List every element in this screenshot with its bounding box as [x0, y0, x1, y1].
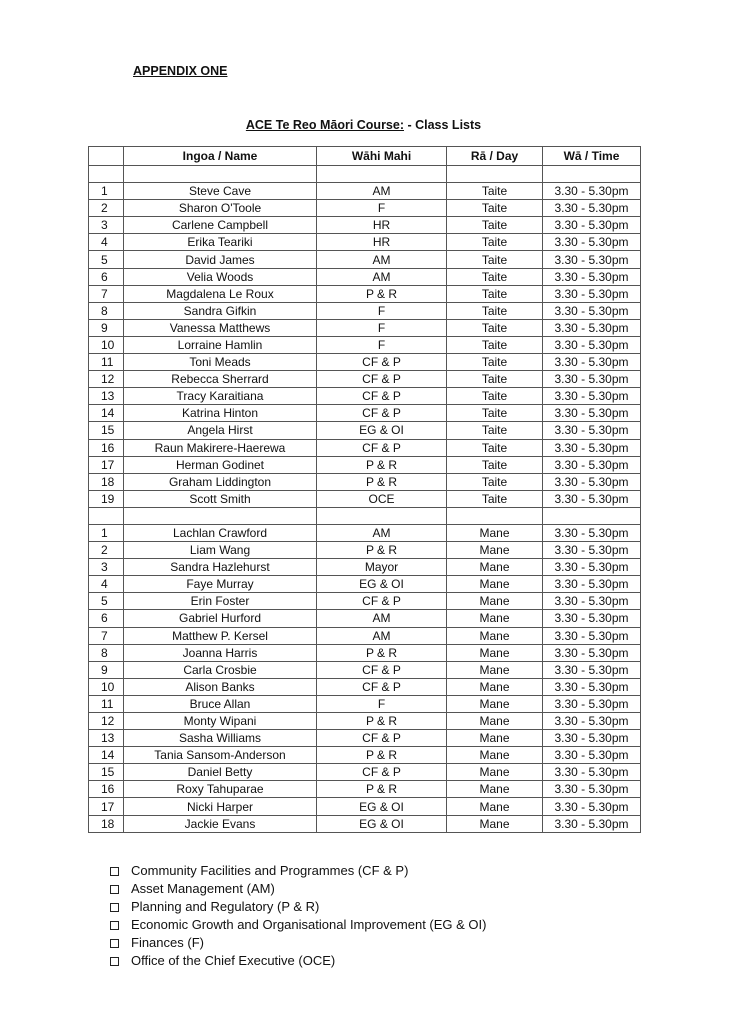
attendee-name: Tania Sansom-Anderson: [124, 747, 317, 764]
workplace: CF & P: [317, 405, 447, 422]
row-number: 2: [89, 542, 124, 559]
empty-cell: [447, 166, 543, 183]
appendix-heading: APPENDIX ONE: [133, 64, 228, 78]
workplace: P & R: [317, 747, 447, 764]
title-rest: - Class Lists: [404, 118, 482, 132]
workplace: F: [317, 200, 447, 217]
attendee-name: Roxy Tahuparae: [124, 781, 317, 798]
row-number: 8: [89, 644, 124, 661]
table-row: [89, 183, 641, 200]
row-number: 7: [89, 285, 124, 302]
checkbox-icon: [110, 903, 119, 912]
empty-cell: [124, 166, 317, 183]
attendee-name: Jackie Evans: [124, 815, 317, 832]
workplace: P & R: [317, 644, 447, 661]
attendee-name: Katrina Hinton: [124, 405, 317, 422]
attendee-name: Tracy Karaitiana: [124, 388, 317, 405]
day: Taite: [447, 285, 543, 302]
time: 3.30 - 5.30pm: [543, 456, 641, 473]
time: 3.30 - 5.30pm: [543, 764, 641, 781]
workplace: AM: [317, 183, 447, 200]
table-row: [89, 695, 641, 712]
table-row: [89, 781, 641, 798]
workplace: P & R: [317, 542, 447, 559]
time: 3.30 - 5.30pm: [543, 593, 641, 610]
row-number: 7: [89, 627, 124, 644]
workplace: EG & OI: [317, 798, 447, 815]
row-number: 12: [89, 371, 124, 388]
workplace: EG & OI: [317, 576, 447, 593]
attendee-name: Gabriel Hurford: [124, 610, 317, 627]
day: Mane: [447, 695, 543, 712]
time: 3.30 - 5.30pm: [543, 627, 641, 644]
table-row: [89, 200, 641, 217]
row-number: 4: [89, 234, 124, 251]
table-row: [89, 490, 641, 507]
row-number: 9: [89, 661, 124, 678]
attendee-name: Liam Wang: [124, 542, 317, 559]
row-number: 19: [89, 490, 124, 507]
table-row: [89, 593, 641, 610]
table-row: [89, 730, 641, 747]
day: Mane: [447, 781, 543, 798]
table-row: [89, 798, 641, 815]
table-row: [89, 336, 641, 353]
time: 3.30 - 5.30pm: [543, 405, 641, 422]
time: 3.30 - 5.30pm: [543, 422, 641, 439]
time: 3.30 - 5.30pm: [543, 354, 641, 371]
attendee-name: Scott Smith: [124, 490, 317, 507]
row-number: 15: [89, 764, 124, 781]
table-row: [89, 251, 641, 268]
table-row: [89, 524, 641, 541]
workplace: AM: [317, 268, 447, 285]
empty-cell: [447, 507, 543, 524]
row-number: 17: [89, 456, 124, 473]
workplace: AM: [317, 251, 447, 268]
row-number: 9: [89, 319, 124, 336]
day: Mane: [447, 661, 543, 678]
workplace: F: [317, 336, 447, 353]
attendee-name: Rebecca Sherrard: [124, 371, 317, 388]
row-number: 3: [89, 217, 124, 234]
department-legend: [110, 862, 486, 970]
day: Mane: [447, 644, 543, 661]
attendee-name: Magdalena Le Roux: [124, 285, 317, 302]
time: 3.30 - 5.30pm: [543, 319, 641, 336]
workplace: P & R: [317, 456, 447, 473]
day: Mane: [447, 627, 543, 644]
time: 3.30 - 5.30pm: [543, 815, 641, 832]
row-number: 5: [89, 593, 124, 610]
table-row: [89, 576, 641, 593]
day: Taite: [447, 473, 543, 490]
attendee-name: Carla Crosbie: [124, 661, 317, 678]
day: Mane: [447, 713, 543, 730]
table-row: [89, 610, 641, 627]
attendee-name: Sandra Gifkin: [124, 302, 317, 319]
title-underlined: ACE Te Reo Māori Course:: [245, 118, 404, 132]
row-number: 18: [89, 473, 124, 490]
attendee-name: Daniel Betty: [124, 764, 317, 781]
time: 3.30 - 5.30pm: [543, 302, 641, 319]
header-time: Wā / Time: [543, 147, 641, 166]
workplace: CF & P: [317, 354, 447, 371]
row-number: 13: [89, 730, 124, 747]
day: Mane: [447, 678, 543, 695]
attendee-name: Vanessa Matthews: [124, 319, 317, 336]
day: Mane: [447, 815, 543, 832]
day: Mane: [447, 593, 543, 610]
time: 3.30 - 5.30pm: [543, 234, 641, 251]
header-workplace: Wāhi Mahi: [317, 147, 447, 166]
legend-label: Finances (F): [131, 935, 204, 950]
day: Mane: [447, 730, 543, 747]
table-header-row: [89, 147, 641, 166]
attendee-name: Bruce Allan: [124, 695, 317, 712]
row-number: 6: [89, 610, 124, 627]
table-row: [89, 764, 641, 781]
time: 3.30 - 5.30pm: [543, 473, 641, 490]
day: Taite: [447, 217, 543, 234]
time: 3.30 - 5.30pm: [543, 713, 641, 730]
table-row: [89, 319, 641, 336]
time: 3.30 - 5.30pm: [543, 678, 641, 695]
attendee-name: Nicki Harper: [124, 798, 317, 815]
row-number: 2: [89, 200, 124, 217]
time: 3.30 - 5.30pm: [543, 336, 641, 353]
time: 3.30 - 5.30pm: [543, 747, 641, 764]
day: Taite: [447, 490, 543, 507]
legend-label: Planning and Regulatory (P & R): [131, 899, 320, 914]
workplace: CF & P: [317, 371, 447, 388]
workplace: CF & P: [317, 661, 447, 678]
day: Taite: [447, 405, 543, 422]
row-number: 17: [89, 798, 124, 815]
day: Mane: [447, 524, 543, 541]
header-number: [89, 147, 124, 166]
time: 3.30 - 5.30pm: [543, 730, 641, 747]
attendee-name: Erika Teariki: [124, 234, 317, 251]
legend-item: [110, 862, 486, 880]
time: 3.30 - 5.30pm: [543, 183, 641, 200]
empty-cell: [317, 166, 447, 183]
day: Taite: [447, 388, 543, 405]
time: 3.30 - 5.30pm: [543, 490, 641, 507]
workplace: CF & P: [317, 764, 447, 781]
workplace: CF & P: [317, 730, 447, 747]
attendee-name: Matthew P. Kersel: [124, 627, 317, 644]
row-number: 1: [89, 183, 124, 200]
workplace: F: [317, 302, 447, 319]
legend-item: [110, 898, 486, 916]
attendee-name: Faye Murray: [124, 576, 317, 593]
workplace: P & R: [317, 285, 447, 302]
day: Taite: [447, 336, 543, 353]
table-row: [89, 388, 641, 405]
table-row: [89, 473, 641, 490]
row-number: 11: [89, 695, 124, 712]
day: Taite: [447, 302, 543, 319]
workplace: CF & P: [317, 439, 447, 456]
day: Taite: [447, 354, 543, 371]
day: Taite: [447, 234, 543, 251]
time: 3.30 - 5.30pm: [543, 695, 641, 712]
row-number: 1: [89, 524, 124, 541]
table-row: [89, 661, 641, 678]
row-number: 6: [89, 268, 124, 285]
row-number: 5: [89, 251, 124, 268]
checkbox-icon: [110, 957, 119, 966]
class-list-table: [88, 146, 641, 833]
day: Mane: [447, 798, 543, 815]
workplace: P & R: [317, 781, 447, 798]
day: Taite: [447, 251, 543, 268]
time: 3.30 - 5.30pm: [543, 285, 641, 302]
attendee-name: Angela Hirst: [124, 422, 317, 439]
day: Taite: [447, 200, 543, 217]
table-row: [89, 217, 641, 234]
workplace: HR: [317, 234, 447, 251]
attendee-name: Erin Foster: [124, 593, 317, 610]
workplace: AM: [317, 524, 447, 541]
time: 3.30 - 5.30pm: [543, 798, 641, 815]
day: Taite: [447, 183, 543, 200]
legend-label: Office of the Chief Executive (OCE): [131, 953, 336, 968]
table-row: [89, 302, 641, 319]
attendee-name: Lachlan Crawford: [124, 524, 317, 541]
workplace: Mayor: [317, 559, 447, 576]
row-number: 18: [89, 815, 124, 832]
row-number: 14: [89, 747, 124, 764]
table-row: [89, 439, 641, 456]
time: 3.30 - 5.30pm: [543, 251, 641, 268]
workplace: P & R: [317, 713, 447, 730]
row-number: 4: [89, 576, 124, 593]
attendee-name: Lorraine Hamlin: [124, 336, 317, 353]
time: 3.30 - 5.30pm: [543, 524, 641, 541]
row-number: 12: [89, 713, 124, 730]
attendee-name: Carlene Campbell: [124, 217, 317, 234]
row-number: 15: [89, 422, 124, 439]
day: Taite: [447, 268, 543, 285]
day: Mane: [447, 542, 543, 559]
attendee-name: Monty Wipani: [124, 713, 317, 730]
table-row: [89, 627, 641, 644]
empty-cell: [317, 507, 447, 524]
page-title: [88, 118, 639, 132]
day: Taite: [447, 456, 543, 473]
row-number: 10: [89, 336, 124, 353]
legend-label: Asset Management (AM): [131, 881, 275, 896]
attendee-name: Joanna Harris: [124, 644, 317, 661]
empty-cell: [124, 507, 317, 524]
table-row: [89, 268, 641, 285]
table-row: [89, 371, 641, 388]
row-number: 13: [89, 388, 124, 405]
row-number: 16: [89, 781, 124, 798]
empty-cell: [543, 507, 641, 524]
time: 3.30 - 5.30pm: [543, 217, 641, 234]
header-day: Rā / Day: [447, 147, 543, 166]
spacer-row: [89, 507, 641, 524]
table-row: [89, 815, 641, 832]
workplace: EG & OI: [317, 815, 447, 832]
spacer-row: [89, 166, 641, 183]
attendee-name: Steve Cave: [124, 183, 317, 200]
attendee-name: Sandra Hazlehurst: [124, 559, 317, 576]
attendee-name: David James: [124, 251, 317, 268]
legend-item: [110, 880, 486, 898]
attendee-name: Raun Makirere-Haerewa: [124, 439, 317, 456]
legend-label: Community Facilities and Programmes (CF & P): [131, 863, 409, 878]
legend-item: [110, 952, 486, 970]
checkbox-icon: [110, 885, 119, 894]
day: Taite: [447, 422, 543, 439]
table-row: [89, 234, 641, 251]
time: 3.30 - 5.30pm: [543, 200, 641, 217]
workplace: HR: [317, 217, 447, 234]
workplace: P & R: [317, 473, 447, 490]
table-row: [89, 559, 641, 576]
table-row: [89, 405, 641, 422]
workplace: EG & OI: [317, 422, 447, 439]
workplace: AM: [317, 627, 447, 644]
day: Mane: [447, 764, 543, 781]
row-number: 11: [89, 354, 124, 371]
row-number: 16: [89, 439, 124, 456]
workplace: CF & P: [317, 388, 447, 405]
time: 3.30 - 5.30pm: [543, 268, 641, 285]
workplace: CF & P: [317, 678, 447, 695]
attendee-name: Toni Meads: [124, 354, 317, 371]
time: 3.30 - 5.30pm: [543, 644, 641, 661]
row-number: 8: [89, 302, 124, 319]
checkbox-icon: [110, 867, 119, 876]
table-row: [89, 456, 641, 473]
day: Mane: [447, 559, 543, 576]
time: 3.30 - 5.30pm: [543, 661, 641, 678]
empty-cell: [543, 166, 641, 183]
workplace: OCE: [317, 490, 447, 507]
legend-label: Economic Growth and Organisational Improvement (EG & OI): [131, 917, 487, 932]
workplace: CF & P: [317, 593, 447, 610]
time: 3.30 - 5.30pm: [543, 542, 641, 559]
day: Mane: [447, 576, 543, 593]
checkbox-icon: [110, 921, 119, 930]
table-row: [89, 713, 641, 730]
attendee-name: Velia Woods: [124, 268, 317, 285]
legend-item: [110, 916, 486, 934]
attendee-name: Sasha Williams: [124, 730, 317, 747]
table-row: [89, 678, 641, 695]
checkbox-icon: [110, 939, 119, 948]
time: 3.30 - 5.30pm: [543, 388, 641, 405]
header-name: Ingoa / Name: [124, 147, 317, 166]
attendee-name: Graham Liddington: [124, 473, 317, 490]
day: Taite: [447, 439, 543, 456]
table-row: [89, 285, 641, 302]
time: 3.30 - 5.30pm: [543, 559, 641, 576]
empty-cell: [89, 166, 124, 183]
day: Taite: [447, 371, 543, 388]
table-row: [89, 747, 641, 764]
time: 3.30 - 5.30pm: [543, 576, 641, 593]
time: 3.30 - 5.30pm: [543, 781, 641, 798]
empty-cell: [89, 507, 124, 524]
row-number: 10: [89, 678, 124, 695]
table-row: [89, 542, 641, 559]
legend-item: [110, 934, 486, 952]
time: 3.30 - 5.30pm: [543, 371, 641, 388]
attendee-name: Sharon O'Toole: [124, 200, 317, 217]
table-row: [89, 644, 641, 661]
row-number: 3: [89, 559, 124, 576]
workplace: F: [317, 695, 447, 712]
time: 3.30 - 5.30pm: [543, 610, 641, 627]
day: Mane: [447, 747, 543, 764]
attendee-name: Alison Banks: [124, 678, 317, 695]
time: 3.30 - 5.30pm: [543, 439, 641, 456]
attendee-name: Herman Godinet: [124, 456, 317, 473]
workplace: AM: [317, 610, 447, 627]
day: Mane: [447, 610, 543, 627]
table-row: [89, 422, 641, 439]
table-row: [89, 354, 641, 371]
row-number: 14: [89, 405, 124, 422]
workplace: F: [317, 319, 447, 336]
day: Taite: [447, 319, 543, 336]
table-body: [89, 166, 641, 833]
